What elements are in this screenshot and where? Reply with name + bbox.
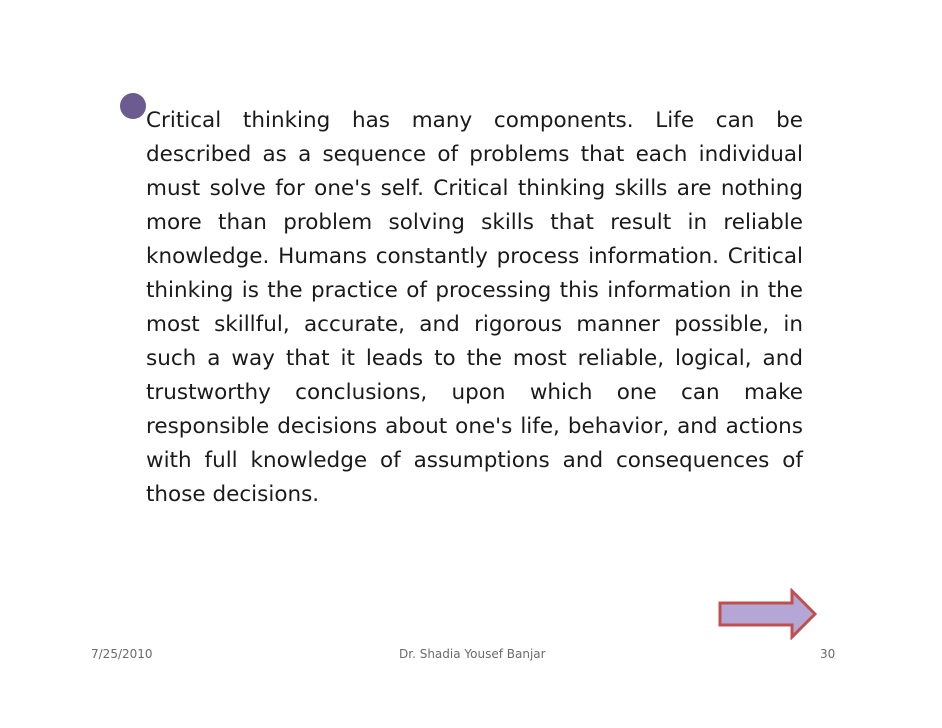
right-arrow-icon (718, 588, 818, 640)
footer-date: 7/25/2010 (91, 647, 153, 661)
footer-page-number: 30 (820, 647, 836, 661)
next-slide-button[interactable] (718, 588, 818, 640)
bullet-icon (120, 93, 146, 119)
slide-body-text: Critical thinking has many components. Life can be described as a sequence of problems that each individual must solve for one's self. Critical thinking skills are nothing more than problem solving skills that result in reliable knowledge. Humans constantly process information. Critical thinking is the practice of processing this information in the most skillful, accurate, and rigorous manner possible, in such a way that it leads to the most reliable, logical, and trustworthy conclusions, upon which one can make responsible decisions about one's life, behavior, and actions with full knowledge of assumptions and consequences of those decisions. (146, 108, 803, 507)
footer-author: Dr. Shadia Yousef Banjar (399, 647, 546, 661)
